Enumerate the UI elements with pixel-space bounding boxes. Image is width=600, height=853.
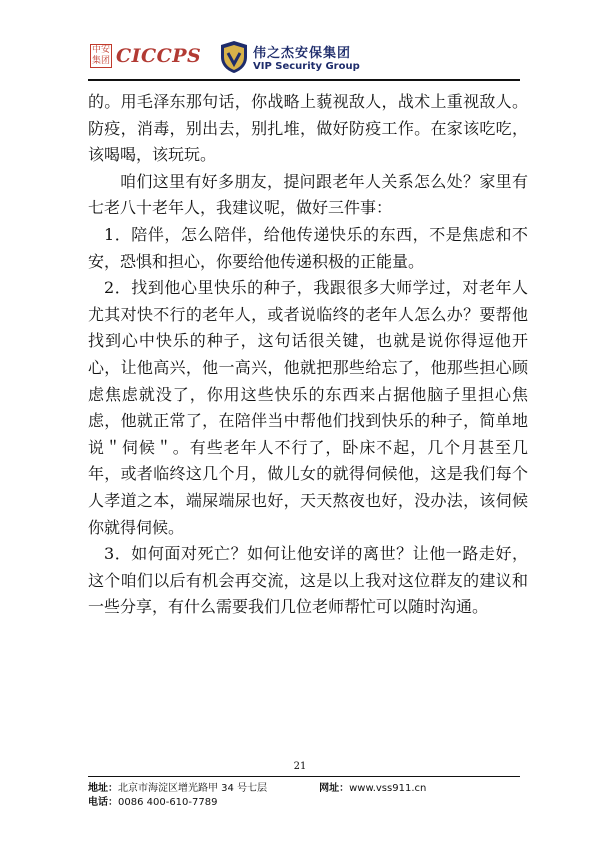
shield-icon	[219, 40, 249, 74]
seal-icon: 中安 集团	[91, 45, 110, 66]
vip-name-en: VIP Security Group	[253, 61, 360, 72]
cicc-logo	[90, 44, 201, 68]
header-divider	[88, 79, 520, 81]
address-text: 北京市海淀区增光路甲 34 号七层	[118, 783, 268, 794]
paragraph: 咱们这里有好多朋友，提问跟老年人关系怎么处？家里有七老八十老年人，我建议呢，做好三件事：	[88, 171, 528, 218]
website-label: 网址：	[319, 783, 350, 794]
vip-logo	[219, 40, 360, 74]
list-item: 3．如何面对死亡？如何让他安详的离世？让他一路走好，这个咱们以后有机会再交流，这是以上我对这位群友的建议和一些分享，有什么需要我们几位老师帮忙可以随时沟通。	[88, 544, 528, 617]
document-body	[88, 89, 528, 621]
page-number: 21	[293, 761, 307, 772]
phone-label: 电话：	[88, 797, 118, 808]
page-header	[0, 0, 600, 80]
vip-name-cn: 伟之杰安保集团	[253, 46, 352, 61]
phone-text: 0086 400-610-7789	[118, 797, 218, 808]
paragraph: 的。用毛泽东那句话，你战略上藐视敌人，战术上重视敌人。防疫，消毒，别出去，别扎堆，做好防疫工作。在家该吃吃，该喝喝，该玩玩。	[88, 92, 528, 165]
website-text: www.vss911.cn	[349, 783, 427, 794]
cicc-logo-text: CICCPS	[116, 45, 202, 67]
footer-divider	[88, 776, 520, 777]
page-footer	[88, 782, 426, 810]
list-item: 1．陪伴，怎么陪伴，给他传递快乐的东西，不是焦虑和不安，恐惧和担心，你要给他传递积极的正能量。	[88, 224, 528, 271]
list-item: 2．找到他心里快乐的种子，我跟很多大师学过，对老年人尤其对快不行的老年人，或者说临终的老年人怎么办？要帮他找到心中快乐的种子，这句话很关键，也就是说你得逗他开心，让他高兴，他一高兴，他就把那些给忘了，他那些担心顾虑焦虑就没了，你用这些快乐的东西来占据他脑子里担心焦虑，他就正常了，在陪伴当中帮他们找到快乐的种子，简单地说＂伺候＂。有些老年人不行了，卧床不起，几个月甚至几年，或者临终这几个月，做儿女的就得伺候他，这是我们每个人孝道之本，端屎端尿也好，天天熬夜也好，没办法，该伺候你就得伺候。	[88, 278, 528, 537]
address-label: 地址：	[88, 783, 118, 794]
